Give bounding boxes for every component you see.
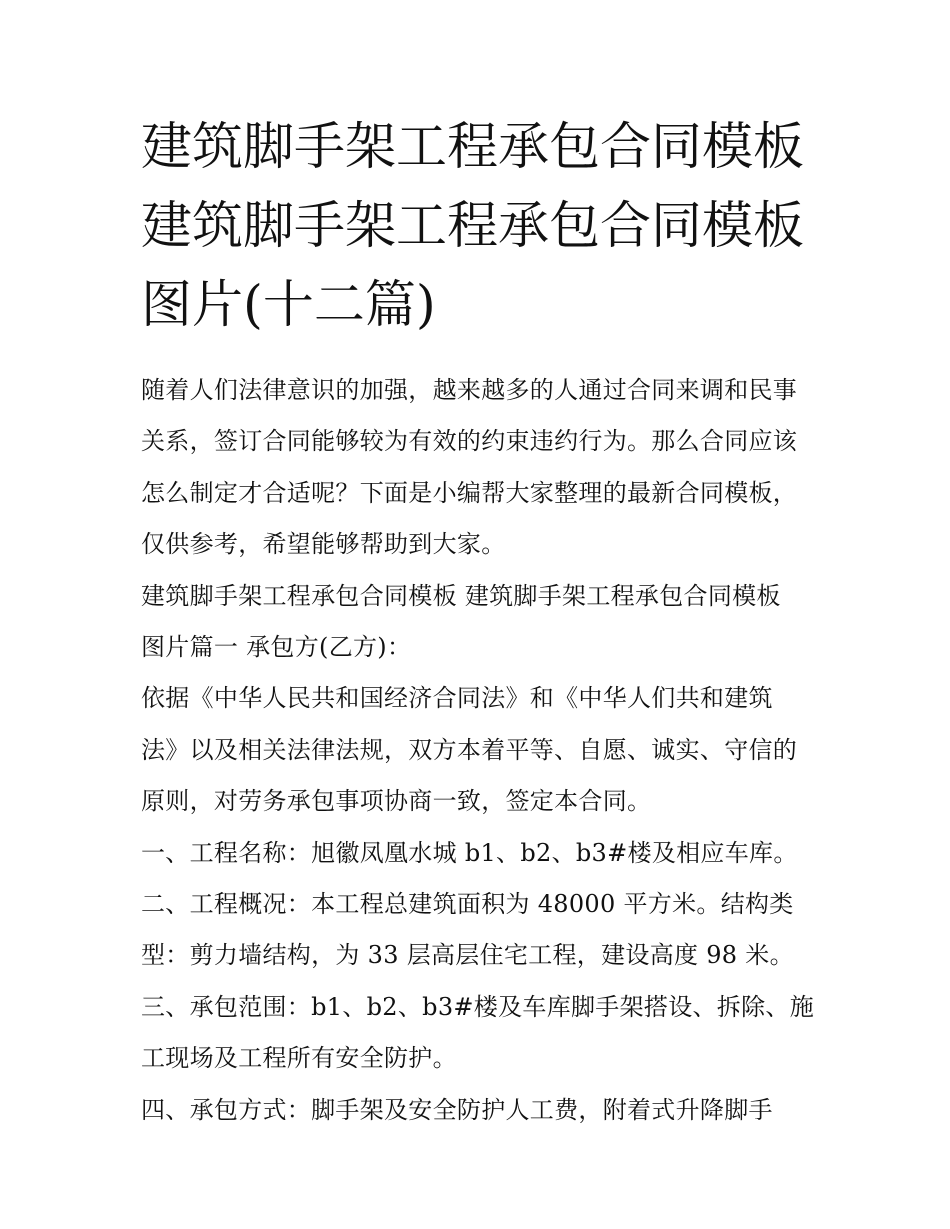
title-line-2: 建筑脚手架工程承包合同模板 — [141, 197, 805, 256]
body-line: 一、工程名称：旭徽凤凰水城 b1、b2、b3#楼及相应车库。 — [141, 838, 798, 867]
body-line: 随着人们法律意识的加强，越来越多的人通过合同来调和民事 — [141, 376, 798, 404]
body-line: 怎么制定才合适呢？下面是小编帮大家整理的最新合同模板， — [141, 478, 798, 507]
body-line: 工现场及工程所有安全防护。 — [141, 1044, 457, 1073]
body-line: 法》以及相关法律法规，双方本着平等、自愿、诚实、守信的 — [141, 735, 798, 764]
body-line: 关系，签订合同能够较为有效的约束违约行为。那么合同应该 — [141, 427, 798, 456]
body-line: 四、承包方式：脚手架及安全防护人工费，附着式升降脚手 — [141, 1095, 773, 1124]
body-line: 仅供参考，希望能够帮助到大家。 — [141, 530, 506, 559]
body-line: 建筑脚手架工程承包合同模板 建筑脚手架工程承包合同模板 — [141, 581, 781, 610]
body-line: 型：剪力墙结构，为 33 层高层住宅工程，建设高度 98 米。 — [141, 941, 794, 970]
body-line: 原则，对劳务承包事项协商一致，签定本合同。 — [141, 787, 652, 816]
document-body — [141, 365, 821, 1136]
title-line-1: 建筑脚手架工程承包合同模板 — [141, 118, 805, 177]
document-title — [141, 108, 821, 345]
body-line: 图片篇一 承包方(乙方)： — [141, 633, 412, 662]
title-line-3: 图片(十二篇) — [141, 276, 436, 335]
document-content — [141, 108, 821, 1136]
body-line: 三、承包范围：b1、b2、b3#楼及车库脚手架搭设、拆除、施 — [141, 992, 815, 1021]
body-line: 依据《中华人民共和国经济合同法》和《中华人们共和建筑 — [141, 684, 773, 713]
body-line: 二、工程概况：本工程总建筑面积为 48000 平方米。结构类 — [141, 890, 794, 919]
